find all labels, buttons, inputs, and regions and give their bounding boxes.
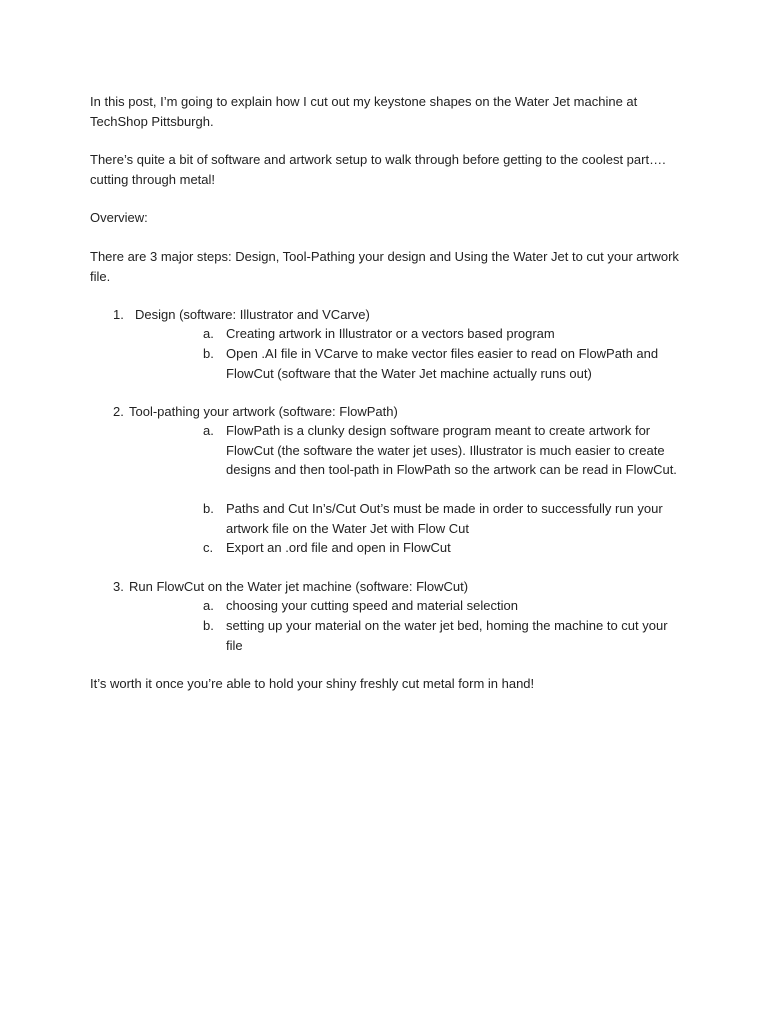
step-title: Design (software: Illustrator and VCarve) <box>135 307 370 322</box>
substep-text: Export an .ord file and open in FlowCut <box>226 540 451 555</box>
substep-text: setting up your material on the water jet bed, homing the machine to cut your file <box>226 618 668 653</box>
substep-text: Paths and Cut In’s/Cut Out’s must be made in order to successfully run your artwork file on the Water Jet with Flow Cut <box>226 501 663 536</box>
substep-letter: b. <box>203 346 214 361</box>
overview-heading: Overview: <box>90 210 148 225</box>
step-number: 1. <box>113 307 124 322</box>
step-title: Tool-pathing your artwork (software: FlowPath) <box>129 404 398 419</box>
steps-intro-paragraph: There are 3 major steps: Design, Tool-Pathing your design and Using the Water Jet to cut your artwork file. <box>90 249 679 284</box>
step-number: 2. <box>113 404 124 419</box>
closing-paragraph: It’s worth it once you’re able to hold your shiny freshly cut metal form in hand! <box>90 676 535 691</box>
substep-text: choosing your cutting speed and material selection <box>226 598 518 613</box>
intro-paragraph: In this post, I’m going to explain how I cut out my keystone shapes on the Water Jet machine at TechShop Pittsburgh. <box>90 94 638 129</box>
substep-letter: a. <box>203 423 214 438</box>
substep-letter: a. <box>203 598 214 613</box>
substep-letter: b. <box>203 618 214 633</box>
step-number: 3. <box>113 579 124 594</box>
substep-text: Open .AI file in VCarve to make vector files easier to read on FlowPath and FlowCut (software that the Water Jet machine actually runs out) <box>226 346 659 381</box>
setup-paragraph: There’s quite a bit of software and artwork setup to walk through before getting to the coolest part…. cutting through metal! <box>90 152 666 187</box>
substep-text: Creating artwork in Illustrator or a vectors based program <box>226 326 555 341</box>
substep-letter: b. <box>203 501 214 516</box>
substep-letter: a. <box>203 326 214 341</box>
step-title: Run FlowCut on the Water jet machine (software: FlowCut) <box>129 579 469 594</box>
substep-text: FlowPath is a clunky design software program meant to create artwork for FlowCut (the software the water jet uses). Illustrator is much easier to create designs and then tool-path in FlowPath so the artwork can be read in FlowCut. <box>226 423 677 477</box>
substep-letter: c. <box>203 540 214 555</box>
